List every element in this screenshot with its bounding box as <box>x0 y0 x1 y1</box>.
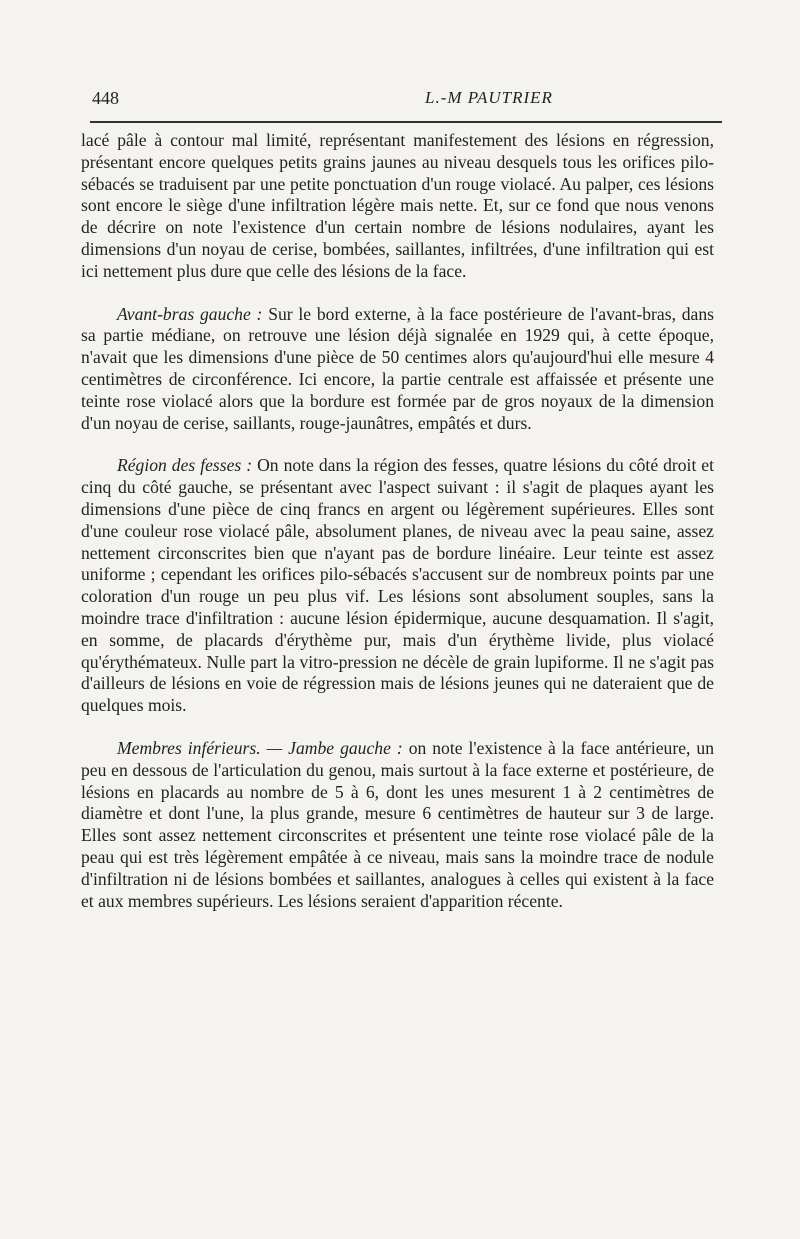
paragraph-continuation <box>81 130 714 283</box>
section-heading: Avant-bras gauche : <box>117 303 263 324</box>
header-rule <box>90 121 722 123</box>
body-text <box>81 130 714 912</box>
paragraph-text: lacé pâle à contour mal limité, représentant manifestement des lésions en régression, présentant encore quelques petits grains jaunes au niveau desquels tous les orifices pilo-sébacés se traduisent par une petite ponctuation d'un rouge violacé. Au palper, ces lésions sont encore le siège d'une infiltration légère mais nette. Et, sur ce fond que nous venons de décrire on note l'existence d'un certain nombre de lésions nodulaires, ayant les dimensions d'un noyau de cerise, bombées, saillantes, infiltrées, d'une infiltration qui est ici nettement plus dure que celle des lésions de la face. <box>81 130 714 281</box>
paragraph-fesses <box>81 455 714 717</box>
paragraph-membres-inferieurs <box>81 738 714 912</box>
running-head: L.-M PAUTRIER <box>425 88 553 107</box>
page-header <box>90 86 718 116</box>
paragraph-text: on note l'existence à la face antérieure, un peu en dessous de l'articulation du genou, mais surtout à la face externe et postérieure, de lésions en placards au nombre de 5 à 6, dont les unes mesurent 1 à 2 centimètres de diamètre et dont l'une, la plus grande, mesure 6 centimètres de hauteur sur 3 de large. Elles sont assez nettement circonscrites et présentent une teinte rose violacé pâle de la peau qui est très légèrement empâtée à ce niveau, mais sans la moindre trace de nodule d'infiltration ni de lésions bombées et saillantes, analogues à celles qui existent à la face et aux membres supérieurs. Les lésions seraient d'apparition récente. <box>81 737 714 911</box>
paragraph-avant-bras <box>81 304 714 435</box>
section-heading: Membres inférieurs. — Jambe gauche : <box>117 737 403 758</box>
page-number: 448 <box>92 88 119 108</box>
paragraph-text: Sur le bord externe, à la face postérieure de l'avant-bras, dans sa partie médiane, on retrouve une lésion déjà signalée en 1929 qui, à cette époque, n'avait que les dimensions d'une pièce de 50 centimes alors qu'aujourd'hui elle mesure 4 centimètres de circonférence. Ici encore, la partie centrale est affaissée et présente une teinte rose violacé alors que la bordure est formée par de gros noyaux de la dimension d'un noyau de cerise, saillants, rouge-jaunâtres, empâtés et durs. <box>81 303 714 433</box>
section-heading: Région des fesses : <box>117 455 253 476</box>
paragraph-text: On note dans la région des fesses, quatre lésions du côté droit et cinq du côté gauche, se présentant avec l'aspect suivant : il s'agit de plaques ayant les dimensions d'une pièce de cinq francs en argent ou légèrement supérieures. Elles sont d'une couleur rose violacé pâle, absolument planes, de niveau avec la peau saine, assez nettement circonscrites bien que n'ayant pas de bordure linéaire. Leur teinte est assez uniforme ; cependant les orifices pilo-sébacés s'accusent sur de nombreux points par une coloration d'un rouge un peu plus vif. Les lésions sont absolument souples, sans la moindre trace d'infiltration : aucune lésion épidermique, aucune desquamation. Il s'agit, en somme, de placards d'érythème pur, mais d'un érythème livide, plus violacé qu'érythémateux. Nulle part la vitro-pression ne décèle de grain lupiforme. Il ne s'agit pas d'ailleurs de lésions en voie de régression mais de lésions jeunes qui ne dateraient que de quelques mois. <box>81 455 715 716</box>
